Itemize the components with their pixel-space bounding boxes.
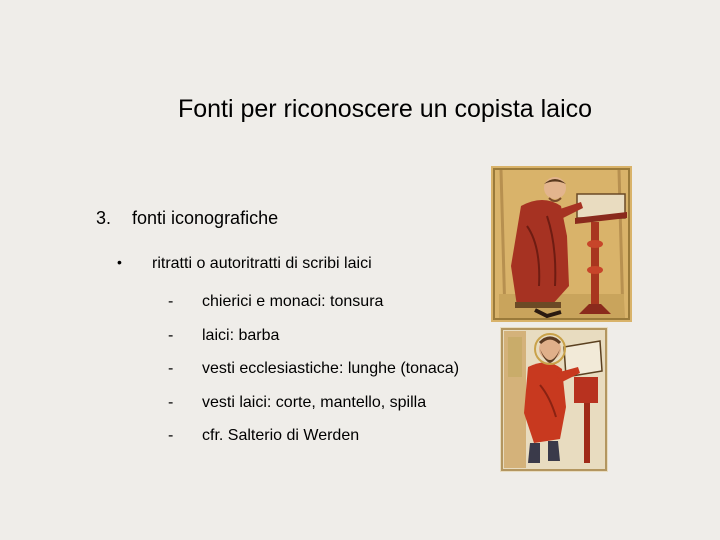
sub-item-dash: - <box>168 427 174 444</box>
bullet-text: ritratti o autoritratti di scribi laici <box>152 255 372 272</box>
sub-item-dash: - <box>168 293 174 310</box>
sub-item-text: vesti laici: corte, mantello, spilla <box>202 394 427 411</box>
sub-item-text: laici: barba <box>202 327 280 344</box>
sub-item-dash: - <box>168 394 174 411</box>
section-number: 3. <box>96 208 112 228</box>
sub-item-text: cfr. Salterio di Werden <box>202 427 360 444</box>
bullet-symbol: • <box>117 254 122 270</box>
sub-item-text: chierici e monaci: tonsura <box>202 293 384 310</box>
sub-item-text: vesti ecclesiastiche: lunghe (tonaca) <box>202 360 460 377</box>
monk-scribe-image <box>491 166 632 322</box>
slide-title: Fonti per riconoscere un copista laico <box>177 95 593 123</box>
lay-scribe-image <box>500 327 608 472</box>
section-text: fonti iconografiche <box>132 208 279 228</box>
section-heading <box>96 206 278 230</box>
sub-item-dash: - <box>168 360 174 377</box>
sub-item-dash: - <box>168 327 174 344</box>
